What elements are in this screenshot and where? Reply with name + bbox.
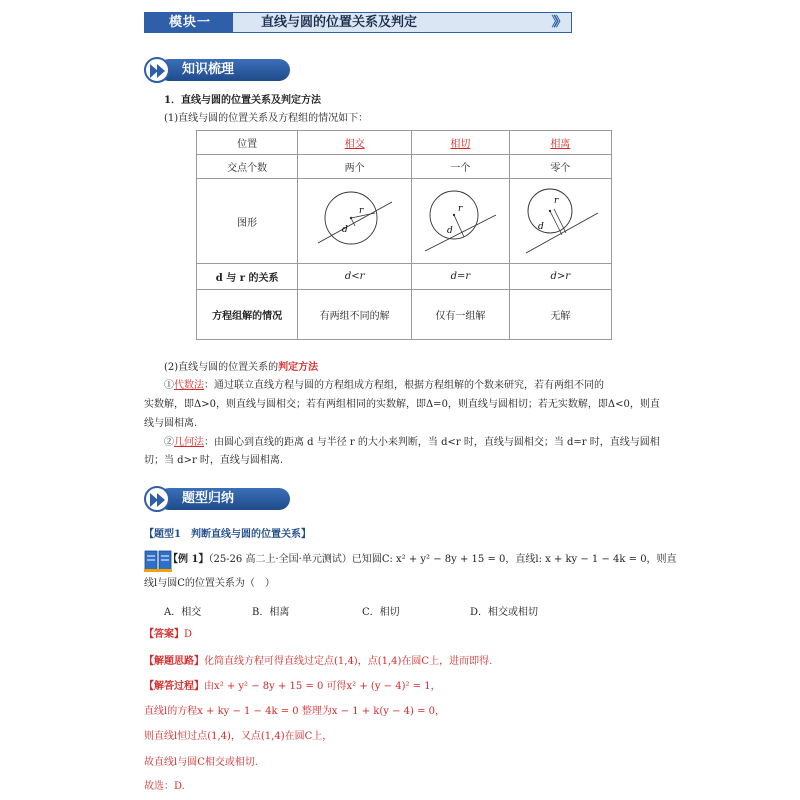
points-tangent: 一个 xyxy=(412,155,509,179)
chevron-right-icon: 》》 xyxy=(551,15,563,30)
example-line2: 线l与圆C的位置关系为（ ） xyxy=(144,578,275,589)
algebra-method-line2: 实数解，即Δ>0，则直线与圆相交；若有两组相同的实数解，即Δ=0，则直线与圆相切；若无实数解，即Δ<0，则直 xyxy=(144,399,660,410)
row-label-points: 交点个数 xyxy=(197,155,298,179)
process-line4: 故直线l与圆C相交或相切. xyxy=(144,757,259,768)
solutions-separate: 无解 xyxy=(509,290,611,340)
solutions-tangent: 仅有一组解 xyxy=(412,290,509,340)
geo-marker: ② xyxy=(164,437,174,448)
algebra-method-line1 xyxy=(164,379,604,393)
process-label: 【解答过程】 xyxy=(144,681,204,692)
example-line1 xyxy=(168,553,677,567)
circle-tangent-diagram xyxy=(420,185,500,255)
position-separate: 相离 xyxy=(509,131,611,155)
answer-line xyxy=(144,628,192,642)
algebra-method-line3: 线与圆相离. xyxy=(144,418,198,429)
sub2-highlight: 判定方法 xyxy=(278,362,319,373)
table-row xyxy=(197,179,612,264)
play-arrow-icon xyxy=(144,486,170,512)
geo-text-1: ：由圆心到直线的距离 d 与半径 r 的大小来判断，当 d<r 时，直线与圆相交；当 d=r 时，直线与圆相 xyxy=(204,437,660,448)
table-header-position: 位置 xyxy=(197,131,298,155)
row-label-dr: d 与 r 的关系 xyxy=(197,264,298,290)
example-text-1: （25-26 高二上·全国·单元测试）已知圆C: x² + y² − 8y + 15 = 0，直线l: x + ky − 1 − 4k = 0，则直 xyxy=(208,554,677,565)
figure-separate xyxy=(509,179,611,264)
label-d: d xyxy=(447,225,454,236)
dr-intersect: d<r xyxy=(298,264,412,290)
table-row xyxy=(197,155,612,179)
geo-term: 几何法 xyxy=(174,437,204,448)
circle-intersect-diagram xyxy=(315,185,395,255)
label-r: r xyxy=(554,195,559,206)
relation-table xyxy=(196,130,612,340)
option-b: B．相离 xyxy=(252,607,290,618)
row-label-figure: 图形 xyxy=(197,179,298,264)
alg-term: 代数法 xyxy=(174,380,204,391)
points-separate: 零个 xyxy=(509,155,611,179)
knowledge-sub2 xyxy=(164,361,318,375)
knowledge-sub1: (1)直线与圆的位置关系及方程组的情况如下： xyxy=(164,113,369,124)
position-intersect: 相交 xyxy=(298,131,412,155)
points-intersect: 两个 xyxy=(298,155,412,179)
section-title: 题型归纳 xyxy=(158,488,290,510)
topic-label: 【题型1 判断直线与圆的位置关系】 xyxy=(144,529,311,540)
label-r: r xyxy=(358,205,363,216)
section-header-knowledge xyxy=(144,57,290,83)
module-tag: 模块一 xyxy=(144,12,236,33)
process-line3: 则直线l恒过点(1,4)，又点(1,4)在圆C上， xyxy=(144,731,333,742)
label-d: d xyxy=(538,221,545,232)
thinking-label: 【解题思路】 xyxy=(144,656,204,667)
alg-text-1: ：通过联立直线方程与圆的方程组成方程组，根据方程组解的个数来研究，若有两组不同的 xyxy=(204,380,604,391)
answer-value: D xyxy=(184,629,193,640)
option-c: C．相切 xyxy=(362,607,400,618)
process-line2: 直线l的方程x + ky − 1 − 4k = 0 整理为x − 1 + k(y − 4) = 0， xyxy=(144,706,446,717)
row-label-solutions: 方程组解的情况 xyxy=(197,290,298,340)
thinking-text: 化简直线方程可得直线过定点(1,4)，点(1,4)在圆C上，进而即得. xyxy=(204,656,493,667)
figure-intersect xyxy=(298,179,412,264)
label-d: d xyxy=(341,224,348,235)
section-title: 知识梳理 xyxy=(158,59,290,81)
table-row xyxy=(197,264,612,290)
solutions-intersect: 有两组不同的解 xyxy=(298,290,412,340)
option-d: D．相交或相切 xyxy=(470,607,539,618)
geometry-method-line2: 切；当 d>r 时，直线与圆相离. xyxy=(144,455,284,466)
process-line1 xyxy=(144,680,441,694)
example-tag: 【例 1】 xyxy=(168,554,209,565)
geometry-method-line1 xyxy=(164,436,660,450)
dr-tangent: d=r xyxy=(412,264,509,290)
label-r: r xyxy=(458,203,463,214)
answer-label: 【答案】 xyxy=(144,629,184,640)
table-row xyxy=(197,290,612,340)
circle-separate-diagram xyxy=(520,185,600,255)
section-header-types xyxy=(144,486,290,512)
dr-separate: d>r xyxy=(509,264,611,290)
process-line5: 故选：D. xyxy=(144,781,185,792)
knowledge-heading: 1．直线与圆的位置关系及判定方法 xyxy=(164,95,321,106)
table-row xyxy=(197,131,612,155)
figure-tangent xyxy=(412,179,509,264)
process-text-1: 由x² + y² − 8y + 15 = 0 可得x² + (y − 4)² = 1， xyxy=(204,681,441,692)
option-a: A．相交 xyxy=(164,607,202,618)
module-title-text: 直线与圆的位置关系及判定 xyxy=(261,15,418,30)
position-tangent: 相切 xyxy=(412,131,509,155)
alg-marker: ① xyxy=(164,380,174,391)
module-title xyxy=(232,12,572,33)
play-arrow-icon xyxy=(144,57,170,83)
sub2-prefix: (2)直线与圆的位置关系的 xyxy=(164,362,279,373)
thinking-line xyxy=(144,655,492,669)
